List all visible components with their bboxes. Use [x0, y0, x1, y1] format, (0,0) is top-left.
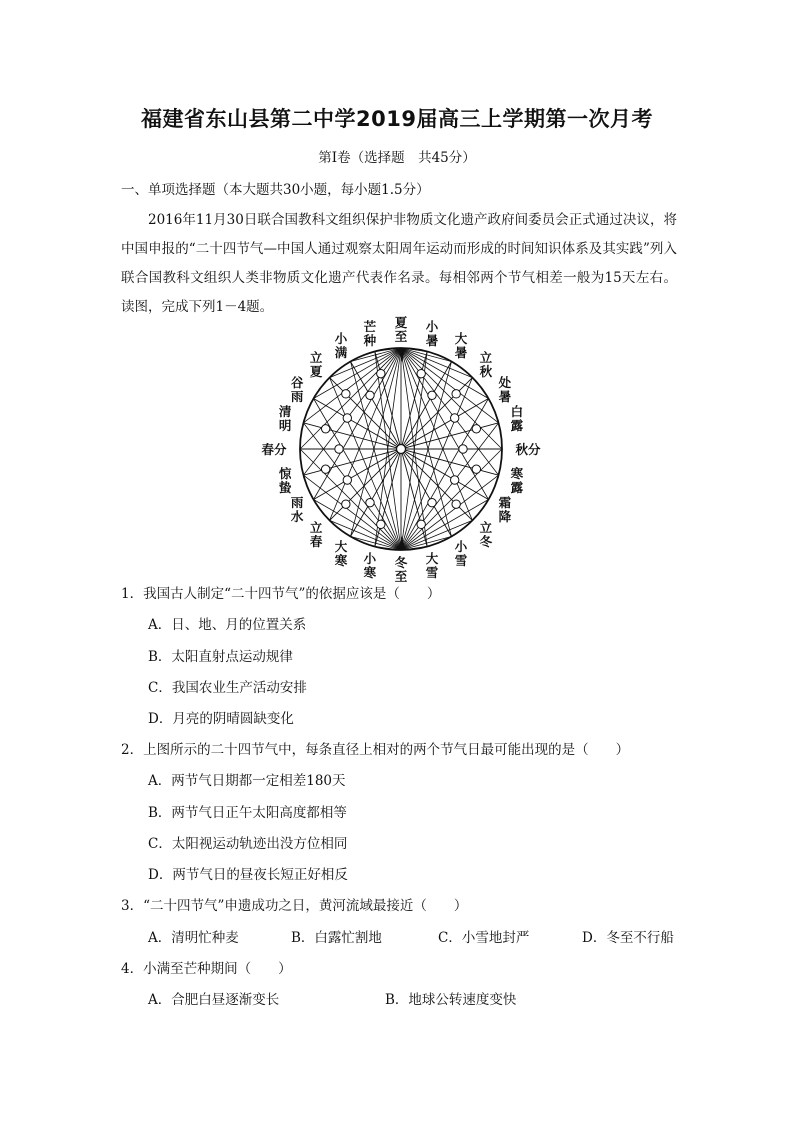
solar-terms-svg: [257, 315, 547, 584]
term-label: 暑: [425, 333, 439, 349]
question-2-option-c: C．太阳视运动轨迹出没方位相同: [148, 836, 348, 852]
term-label: 秋: [479, 364, 493, 380]
term-label: 小: [334, 331, 348, 347]
question-3-option-a: A．清明忙种麦: [148, 930, 239, 946]
term-label: 露: [510, 417, 524, 433]
term-label: 满: [334, 345, 348, 361]
solar-terms-diagram: [257, 315, 547, 584]
term-node: [417, 369, 425, 377]
question-3-option-c: C．小雪地封严: [438, 930, 530, 946]
chord-line: [401, 378, 472, 550]
chord-line: [401, 348, 488, 399]
chord-line: [401, 348, 472, 520]
term-label: 明: [278, 417, 292, 433]
question-3-option-b: B．白露忙割地: [291, 930, 382, 946]
term-label: 大: [334, 538, 348, 554]
term-label: 谷: [290, 375, 304, 390]
question-1-option-a: A．日、地、月的位置关系: [148, 617, 307, 633]
term-node: [428, 391, 436, 399]
term-label: 暑: [498, 389, 512, 404]
question-2-option-b: B．两节气日正午太阳高度都相等: [148, 805, 347, 821]
question-1-stem: 1．我国古人制定“二十四节气”的依据应该是（ ）: [121, 586, 441, 602]
term-node: [343, 476, 351, 484]
chord-line: [314, 348, 401, 500]
chord-line: [351, 348, 402, 536]
term-label: 至: [394, 569, 408, 584]
volume-subtitle: 第Ⅰ卷（选择题 共45分）: [318, 150, 476, 166]
term-label: 小: [363, 550, 377, 566]
term-label: 处: [498, 375, 512, 390]
term-node: [452, 390, 460, 398]
term-label: 雪: [454, 552, 468, 568]
chord-line: [314, 399, 401, 551]
term-label: 寒: [510, 466, 524, 482]
term-label: 冬: [479, 533, 493, 549]
term-label: 大: [425, 550, 439, 566]
term-label: 冬: [394, 555, 408, 570]
term-node: [417, 520, 425, 528]
question-4-option-b: B．地球公转速度变快: [385, 992, 517, 1008]
term-node: [343, 414, 351, 422]
term-label: 立: [479, 519, 493, 535]
term-label: 雪: [425, 564, 439, 580]
term-label: 露: [510, 480, 524, 496]
term-label: 秋分: [515, 442, 541, 457]
term-node: [342, 500, 350, 508]
term-node: [335, 445, 343, 453]
term-label: 夏: [394, 315, 408, 330]
question-2-option-a: A．两节气日期都一定相差180天: [148, 773, 346, 789]
chord-line: [401, 399, 488, 551]
chord-line: [330, 378, 401, 550]
term-label: 立: [479, 350, 493, 366]
term-label: 小: [454, 538, 468, 554]
intro-paragraph: 2016年11月30日联合国教科文组织保护非物质文化遗产政府间委员会正式通过决议，将中国申报的“二十四节气—中国人通过观察太阳周年运动而形成的时间知识体系及其实践”列入联合国教科文组织人类非物质文化遗产代表作名录。每相邻两个节气相差一般为15天左右。读图，完成下列1－4题。: [121, 212, 677, 315]
chord-line: [351, 362, 402, 550]
term-node: [377, 520, 385, 528]
chord-line: [314, 500, 401, 551]
question-4-stem: 4．小满至芒种期间（ ）: [121, 961, 292, 977]
question-2-stem: 2．上图所示的二十四节气中，每条直径上相对的两个节气日最可能出现的是（ ）: [121, 742, 630, 758]
term-node: [342, 390, 350, 398]
term-label: 蛰: [278, 480, 292, 496]
term-label: 小: [425, 319, 439, 335]
term-label: 暑: [454, 345, 468, 361]
term-node: [450, 414, 458, 422]
term-node: [459, 445, 467, 453]
question-2-option-d: D．两节气日的昼夜长短正好相反: [148, 867, 348, 883]
term-label: 白: [510, 403, 524, 419]
term-label: 种: [363, 333, 377, 349]
question-1-option-b: B．太阳直射点运动规律: [148, 649, 293, 665]
term-label: 寒: [334, 552, 348, 568]
term-label: 降: [498, 509, 512, 524]
chord-line: [401, 362, 452, 550]
term-node: [321, 465, 329, 473]
term-node: [452, 500, 460, 508]
page-title: 福建省东山县第二中学2019届高三上学期第一次月考: [141, 107, 653, 131]
term-label: 立: [309, 350, 323, 366]
question-1-option-d: D．月亮的阴晴圆缺变化: [148, 711, 294, 727]
term-label: 春: [309, 533, 323, 549]
term-node: [366, 391, 374, 399]
chord-line: [401, 348, 452, 536]
chord-line: [401, 348, 488, 500]
term-node: [321, 425, 329, 433]
term-node: [377, 369, 385, 377]
term-label: 惊: [278, 466, 292, 482]
question-3-stem: 3．“二十四节气”申遗成功之日，黄河流域最接近（ ）: [121, 898, 468, 914]
term-node: [472, 425, 480, 433]
term-label: 雨: [290, 495, 304, 510]
term-node: [450, 476, 458, 484]
question-3-option-d: D．冬至不行船: [582, 930, 674, 946]
question-4-option-a: A．合肥白昼逐渐变长: [148, 992, 280, 1008]
term-label: 寒: [363, 564, 377, 580]
term-label: 夏: [309, 364, 323, 380]
term-node: [366, 498, 374, 506]
term-label: 芒: [363, 319, 377, 335]
term-label: 春分: [261, 442, 287, 457]
term-label: 大: [454, 331, 468, 347]
term-label: 立: [309, 519, 323, 535]
term-label: 雨: [290, 389, 304, 404]
chord-line: [401, 500, 488, 551]
term-label: 霜: [498, 495, 512, 510]
chord-line: [330, 348, 401, 520]
section-heading: 一、单项选择题（本大题共30小题，每小题1.5分）: [121, 182, 430, 198]
question-1-option-c: C．我国农业生产活动安排: [148, 680, 307, 696]
term-label: 至: [394, 329, 408, 344]
center-node: [397, 445, 406, 454]
term-label: 水: [290, 509, 304, 524]
term-node: [428, 498, 436, 506]
term-label: 清: [278, 403, 292, 419]
term-node: [472, 465, 480, 473]
chord-line: [314, 348, 401, 399]
